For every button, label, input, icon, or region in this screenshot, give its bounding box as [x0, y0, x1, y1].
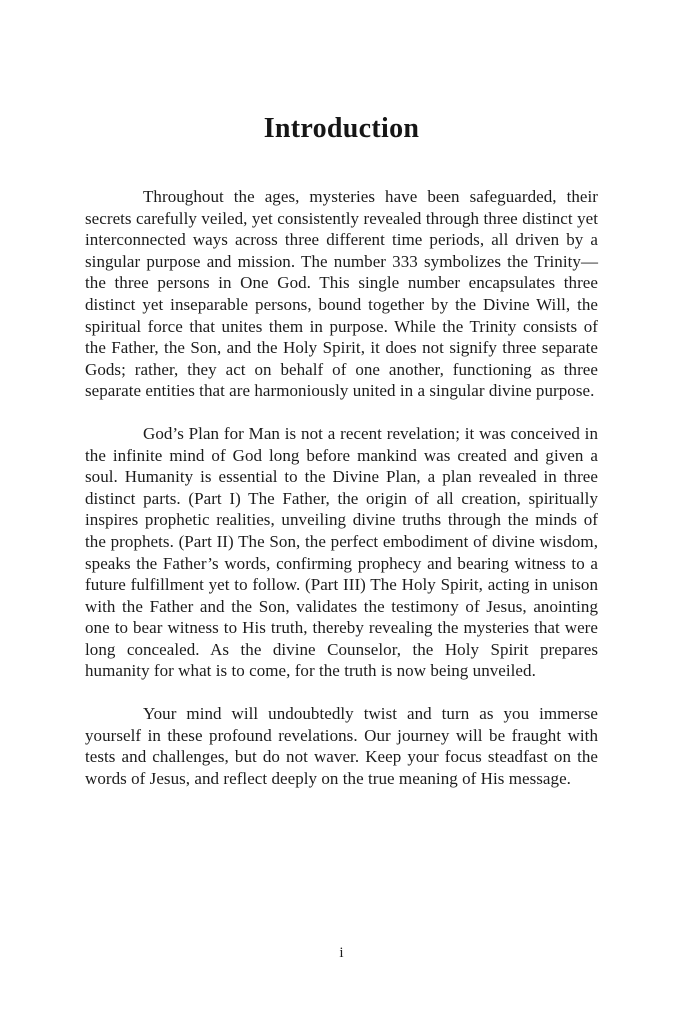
paragraph-closing: Your mind will undoubtedly twist and turn as you immerse yourself in these profound revelations. Our journey will be fraught with tests and challenges, but do not waver. Keep your focus steadfast on the words of Jesus, and reflect deeply on the true meaning of His message.	[85, 704, 598, 788]
paragraph-divine-plan: God’s Plan for Man is not a recent revelation; it was conceived in the infinite mind of God long before mankind was created and given a soul. Humanity is essential to the Divine Plan, a plan revealed in three distinct parts. (Part I) The Father, the origin of all creation, spiritually inspires prophetic realities, unveiling divine truths through the minds of the prophets. (Part II) The Son, the perfect embodiment of divine wisdom, speaks the Father’s words, confirming prophecy and bearing witness to a future fulfillment yet to follow. (Part III) The Holy Spirit, acting in unison with the Father and the Son, validates the testimony of Jesus, anointing one to bear witness to His truth, thereby revealing the mysteries that were long concealed. As the divine Counselor, the Holy Spirit prepares humanity for what is to come, for the truth is now being unveiled.	[85, 423, 598, 681]
body-text	[85, 186, 598, 789]
page-number: i	[339, 945, 344, 961]
chapter-title: Introduction	[263, 113, 420, 144]
paragraph-trinity: Throughout the ages, mysteries have been safeguarded, their secrets carefully veiled, yet consistently revealed through three distinct yet interconnected ways across three different time periods, all driven by a singular purpose and mission. The number 333 symbolizes the Trinity—the three persons in One God. This single number encapsulates three distinct yet inseparable persons, bound together by the Divine Will, the spiritual force that unites them in purpose. While the Trinity consists of the Father, the Son, and the Holy Spirit, it does not signify three separate Gods; rather, they act on behalf of one another, functioning as three separate entities that are harmoniously united in a singular divine purpose.	[85, 187, 598, 401]
